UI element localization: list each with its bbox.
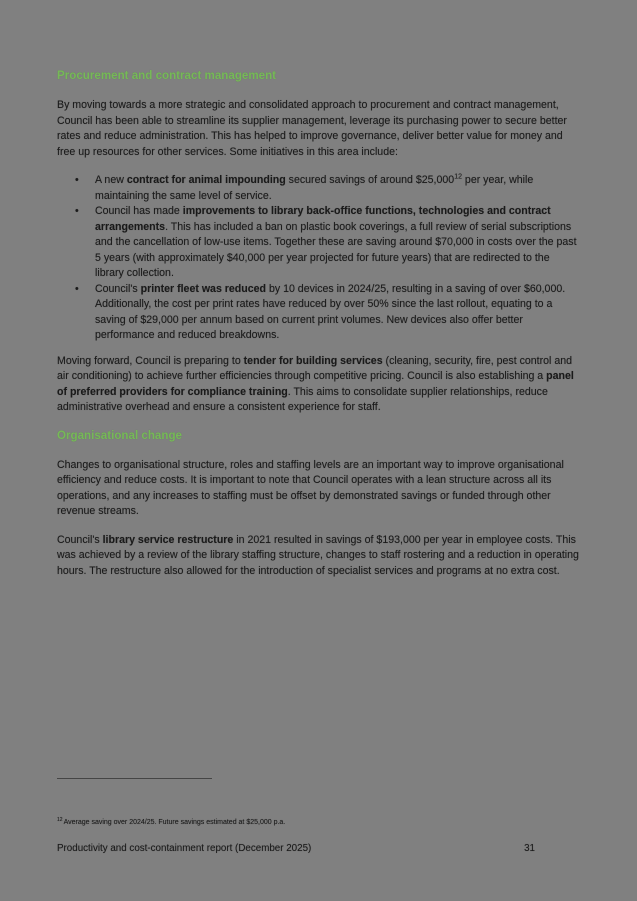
- text-run: secured savings of around $25,000: [285, 174, 455, 186]
- bullet-item: [95, 173, 580, 204]
- footnote-separator: [57, 778, 212, 779]
- text-run: A new: [95, 174, 127, 186]
- footer-page-number: 31: [524, 843, 535, 854]
- bullet-list: [57, 173, 580, 344]
- bold-text-run: printer fleet was reduced: [140, 282, 266, 295]
- footer-report-title: Productivity and cost-containment report (December 2025): [57, 843, 312, 854]
- paragraph: [57, 98, 580, 160]
- bullet-item: [95, 282, 580, 344]
- section-heading: Organisational change: [57, 428, 182, 442]
- text-run: By moving towards a more strategic and consolidated approach to procurement and contract management, Council has been able to streamline its supplier management, leverage its purchasing power to secure better rates and reduce administration. This has helped to improve governance, deliver better value for money and free up resources for other services. Some initiatives in this area include:: [57, 99, 567, 158]
- footnote: [57, 818, 580, 827]
- bold-text-run: tender for building services: [243, 354, 383, 367]
- text-run: in 2021 resulted in savings of $193,000 per year in employee costs. This was achieved by a review of the library staffing structure, changes to staff rostering and a reduction in operating hours. The restructure also allowed for the introduction of specialist services and programs at no extra cost.: [57, 533, 579, 577]
- section-heading: Procurement and contract management: [57, 69, 277, 82]
- paragraph: [57, 458, 580, 520]
- text-run: (cleaning, security, fire, pest control and air conditioning) to achieve further efficiencies through competitive pricing. Council is also establishing a: [57, 354, 572, 382]
- paragraph: [57, 354, 580, 416]
- text-run: Council's: [57, 533, 103, 546]
- text-run: . This aims to consolidate supplier relationships, reduce administrative overhead and ensure a consistent experience for staff.: [57, 385, 548, 413]
- text-run: Changes to organisational structure, roles and staffing levels are an important way to improve organisational efficiency and reduce costs. It is important to note that Council operates with a lean structure across all its operations, and any increases to staffing must be offset by demonstrated savings or funded through other revenue streams.: [57, 458, 564, 517]
- bullet-item: [95, 204, 580, 282]
- page-footer: [57, 843, 580, 855]
- text-run: by 10 devices in 2024/25, resulting in a saving of over $60,000. Additionally, the cost per print rates have reduced by over 50% since the last rollout, equating to a saving of $29,000 per annum based on current print volumes. New devices also offer better performance and reduced breakdowns.: [95, 282, 566, 341]
- document-content: [57, 69, 580, 592]
- text-run: Council has made: [95, 205, 183, 217]
- bold-text-run: improvements to library back-office functions, technologies and contract arrangements: [95, 205, 551, 233]
- footnote-marker: 12: [57, 816, 63, 823]
- bold-text-run: library service restructure: [102, 533, 234, 546]
- bold-text-run: contract for animal impounding: [126, 174, 286, 186]
- text-run: per year, while maintaining the same level of service.: [95, 174, 534, 202]
- text-run: . This has included a ban on plastic book coverings, a full review of serial subscriptions and the cancellation of low-use items. Together these are saving around $70,000 in costs over the past 5 years (with approximately $40,000 per year projected for future years) that are redirected to the library collection.: [95, 220, 577, 279]
- bold-text-run: panel of preferred providers for compliance training: [57, 370, 574, 398]
- footnote-text: Average saving over 2024/25. Future savings estimated at $25,000 p.a.: [63, 819, 286, 826]
- paragraph: [57, 533, 580, 580]
- footnote-reference: 12: [454, 173, 462, 181]
- text-run: Council's: [95, 282, 141, 295]
- text-run: Moving forward, Council is preparing to: [57, 354, 244, 367]
